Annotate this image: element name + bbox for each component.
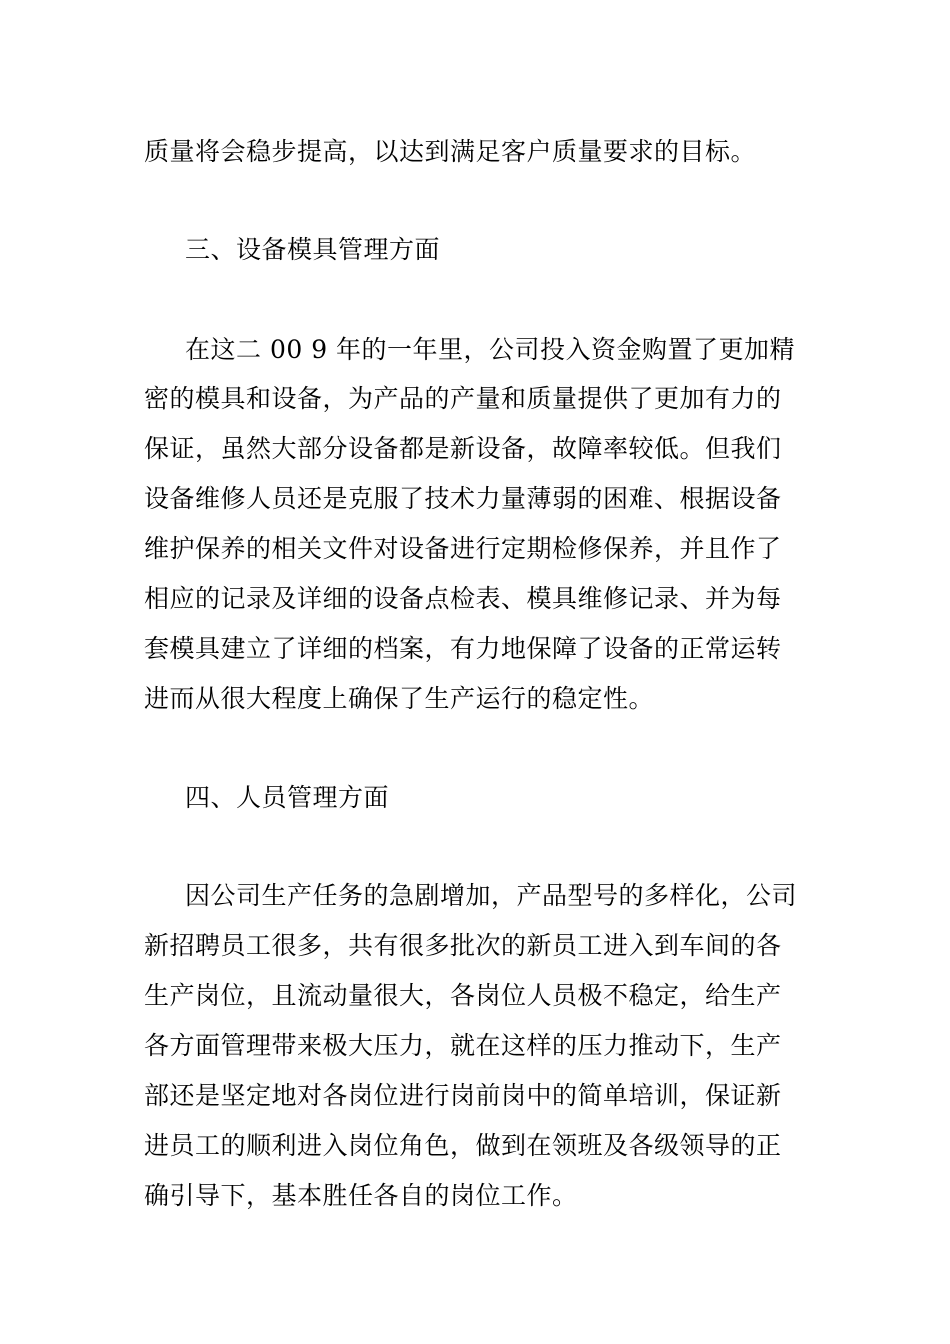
section-3-line: 保证，虽然大部分设备都是新设备，故障率较低。但我们	[144, 434, 782, 463]
section-3-line: 维护保养的相关文件对设备进行定期检修保养，并且作了	[144, 534, 782, 563]
intro-line: 质量将会稳步提高，以达到满足客户质量要求的目标。	[144, 137, 757, 166]
section-4-heading: 四、人员管理方面	[185, 783, 390, 812]
section-4-line: 因公司生产任务的急剧增加，产品型号的多样化，公司	[185, 881, 798, 910]
section-4-line: 各方面管理带来极大压力，就在这样的压力推动下，生产	[144, 1031, 782, 1060]
section-4-line: 生产岗位，且流动量很大，各岗位人员极不稳定，给生产	[144, 981, 782, 1010]
section-4-line: 确引导下，基本胜任各自的岗位工作。	[144, 1181, 578, 1210]
section-3-line: 相应的记录及详细的设备点检表、模具维修记录、并为每	[144, 584, 782, 613]
section-4-line: 进员工的顺利进入岗位角色，做到在领班及各级领导的正	[144, 1131, 782, 1160]
section-4-line: 部还是坚定地对各岗位进行岗前岗中的简单培训，保证新	[144, 1081, 782, 1110]
section-3-line: 密的模具和设备，为产品的产量和质量提供了更加有力的	[144, 384, 782, 413]
section-3-line: 进而从很大程度上确保了生产运行的稳定性。	[144, 684, 655, 713]
section-3-line: 在这二 00 9 年的一年里，公司投入资金购置了更加精	[185, 335, 796, 364]
section-3-line: 设备维修人员还是克服了技术力量薄弱的困难、根据设备	[144, 484, 782, 513]
section-3-line: 套模具建立了详细的档案，有力地保障了设备的正常运转	[144, 634, 782, 663]
section-3-heading: 三、设备模具管理方面	[185, 235, 441, 264]
section-4-line: 新招聘员工很多，共有很多批次的新员工进入到车间的各	[144, 931, 782, 960]
